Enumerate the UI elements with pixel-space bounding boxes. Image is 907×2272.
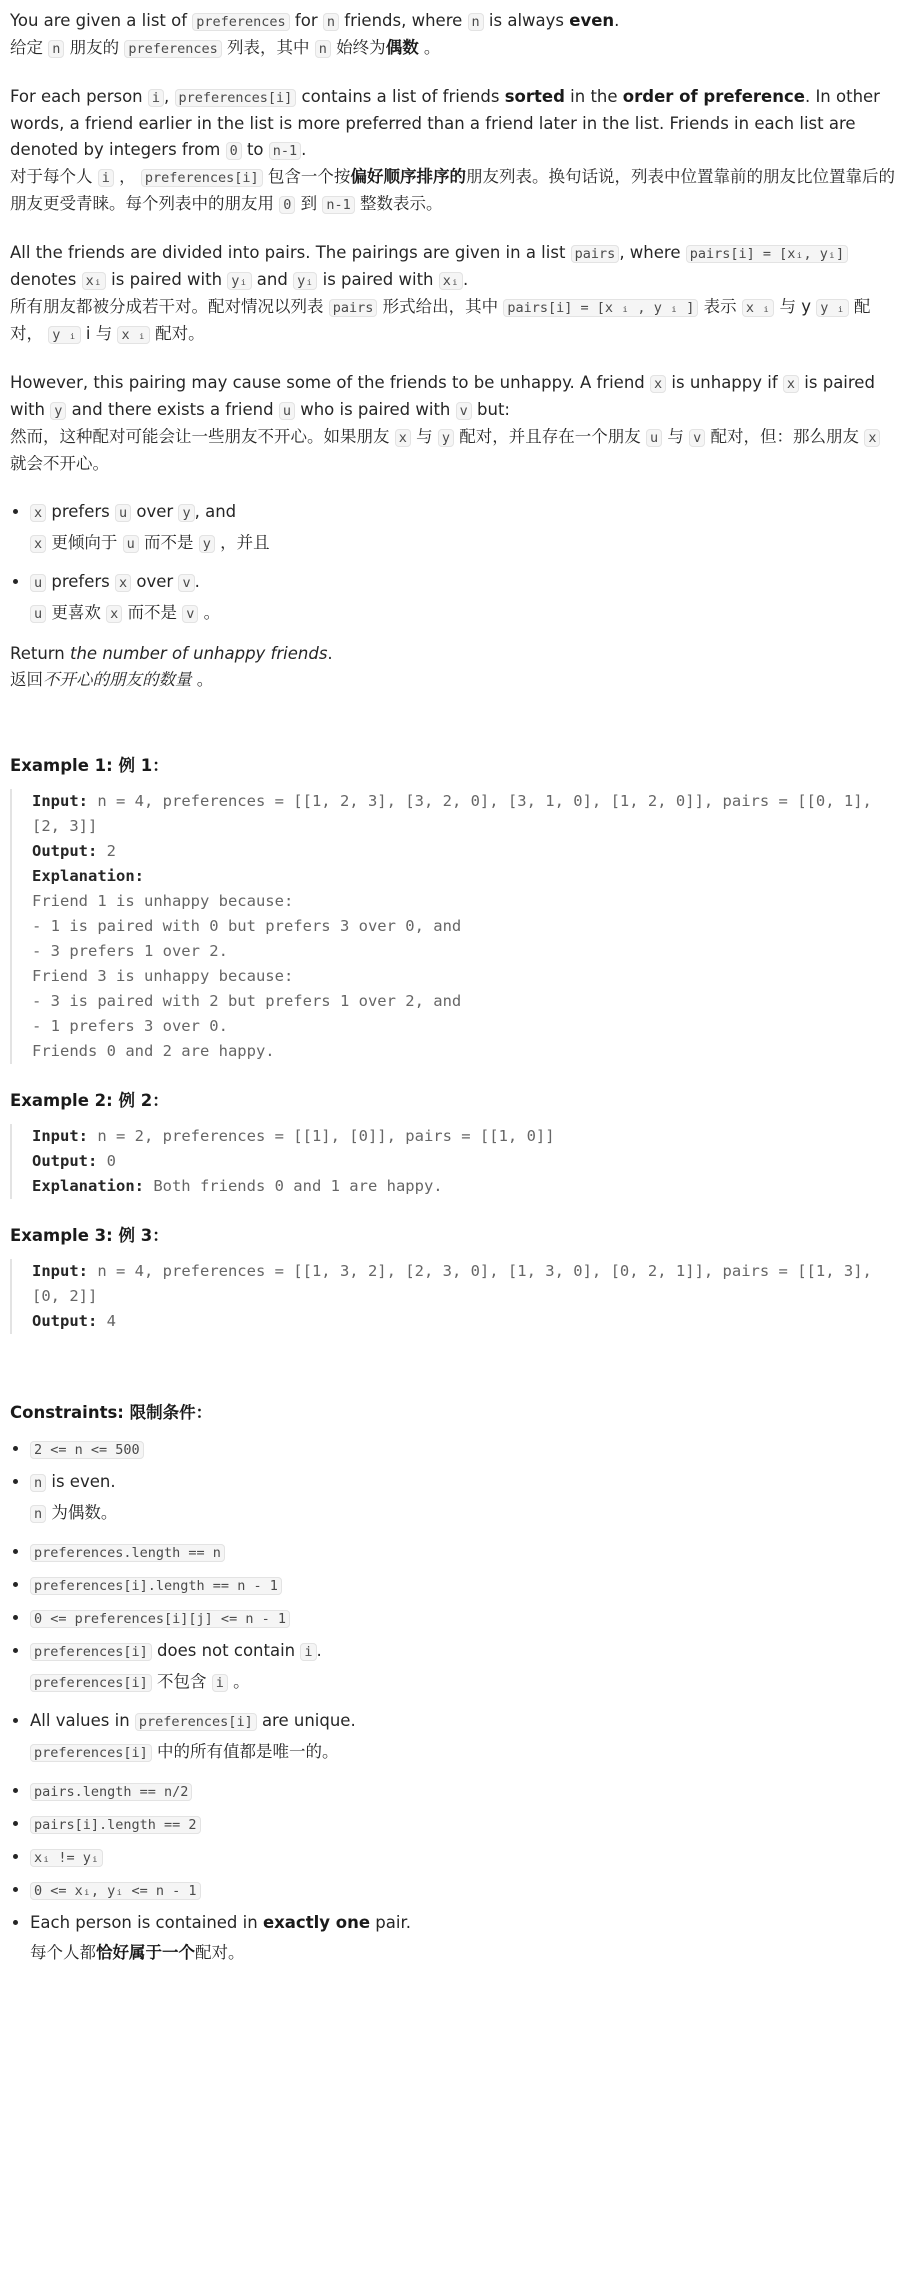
list-item: • xᵢ != yᵢ [30, 1844, 897, 1871]
bold-order-cn: 偏好顺序排序的 [350, 167, 466, 186]
pairs-en: All the friends are divided into pairs. The pairings are given in a list pairs , where pairs[i] = [xᵢ, yᵢ] denotes xᵢ is paired with yᵢ and yᵢ is paired with xᵢ . [10, 240, 897, 294]
list-item: • 0 <= xᵢ, yᵢ <= n - 1 [30, 1877, 897, 1904]
code-n: n [315, 40, 331, 58]
intro-en: You are given a list of preferences for n friends, where n is always even. [10, 11, 620, 30]
example-3-block: Input: n = 4, preferences = [[1, 3, 2], [2, 3, 0], [1, 3, 0], [0, 2, 1]], pairs = [[1, 3], [0, 2]] Output: 4 [10, 1259, 897, 1334]
code-xi: xᵢ [82, 272, 106, 290]
unhappy-en: However, this pairing may cause some of the friends to be unhappy. A friend x is unhappy if x is paired with y and there exists a friend u who is paired with v but: [10, 373, 875, 419]
constraints-list [10, 1436, 897, 1966]
code-y: y [50, 402, 66, 420]
bold-order: order of preference [622, 87, 805, 106]
preferences-en: For each person i , preferences[i] contains a list of friends sorted in the order of preference. In other words, a friend earlier in the list is more preferred than a friend later in the list. Friends in each list are denoted by integers from 0 to n-1 . [10, 87, 880, 159]
list-item: • preferences.length == n [30, 1539, 897, 1566]
list-item: • n is even. n 为偶数。 [30, 1469, 897, 1527]
code-i: i [148, 89, 164, 107]
list-item: • x prefers u over y , and x 更倾向于 u 而不是 y ，并且 [30, 499, 897, 557]
code-x: x [864, 429, 880, 447]
list-item: • 0 <= preferences[i][j] <= n - 1 [30, 1605, 897, 1632]
example-1-block: Input: n = 4, preferences = [[1, 2, 3], [3, 2, 0], [3, 1, 0], [1, 2, 0]], pairs = [[0, 1], [2, 3]] Output: 2 Explanation: Friend 1 is unhappy because: - 1 is paired with 0 but prefers 3 over 0, and - 3 prefers 1 over 2. Friend 3 is unhappy because: - 3 is paired with 2 but prefers 1 over 2, and - 1 prefers 3 over 0. Friends 0 and 2 are happy. [10, 789, 897, 1064]
list-item: • preferences[i].length == n - 1 [30, 1572, 897, 1599]
list-item: • pairs.length == n/2 [30, 1778, 897, 1805]
list-item: • All values in preferences[i] are unique. preferences[i] 中的所有值都是唯一的。 [30, 1708, 897, 1766]
code-preferences-i: preferences[i] [175, 89, 297, 107]
list-item: • Each person is contained in exactly one pair. 每个人都恰好属于一个配对。 [30, 1910, 897, 1966]
code-x: x [650, 375, 666, 393]
list-item: • pairs[i].length == 2 [30, 1811, 897, 1838]
unhappy-cn: 然而，这种配对可能会让一些朋友不开心。如果朋友 x 与 y 配对，并且存在一个朋友 u 与 v 配对，但：那么朋友 x 就会不开心。 [10, 424, 897, 477]
example-3-title: Example 3: 例 3： [10, 1226, 169, 1245]
bold-even-cn: 偶数 [385, 38, 419, 57]
code-n-minus-1: n-1 [269, 142, 301, 160]
list-item: • 2 <= n <= 500 [30, 1436, 897, 1463]
code-x: x [783, 375, 799, 393]
example-1-title: Example 1: 例 1： [10, 756, 169, 775]
code-i: i [98, 169, 114, 187]
code-v: v [456, 402, 472, 420]
code-preferences: preferences [192, 13, 289, 31]
code-yi: yᵢ [293, 272, 317, 290]
pairs-cn: 所有朋友都被分成若干对。配对情况以列表 pairs 形式给出，其中 pairs[i] = [x ᵢ , y ᵢ ] 表示 x ᵢ 与 y y ᵢ 配对， y ᵢ i 与 x ᵢ 配对。 [10, 297, 871, 343]
example-2-block: Input: n = 2, preferences = [[1], [0]], pairs = [[1, 0]] Output: 0 Explanation: Both friends 0 and 1 are happy. [10, 1124, 897, 1199]
return-cn: 返回不开心的朋友的数量 。 [10, 670, 214, 689]
code-xi: x ᵢ [742, 299, 774, 317]
code-pairs: pairs [329, 299, 378, 317]
code-u: u [646, 429, 662, 447]
code-preferences-i: preferences[i] [141, 169, 263, 187]
code-y: y [438, 429, 454, 447]
return-en: Return the number of unhappy friends. [10, 644, 333, 663]
preferences-cn: 对于每个人 i ， preferences[i] 包含一个按偏好顺序排序的朋友列表。换句话说，列表中位置靠前的朋友比位置靠后的朋友更受青睐。每个列表中的朋友用 0 到 n-1 整数表示。 [10, 167, 895, 213]
bold-sorted: sorted [504, 87, 565, 106]
code-n-minus-1: n-1 [322, 196, 354, 214]
code-x: x [395, 429, 411, 447]
code-pairs-i: pairs[i] = [x ᵢ , y ᵢ ] [503, 299, 698, 317]
code-zero: 0 [226, 142, 242, 160]
code-xi: x ᵢ [117, 326, 149, 344]
code-pairs: pairs [571, 245, 620, 263]
code-xi: xᵢ [439, 272, 463, 290]
list-item: • preferences[i] does not contain i . preferences[i] 不包含 i 。 [30, 1638, 897, 1696]
code-n: n [468, 13, 484, 31]
code-preferences: preferences [124, 40, 221, 58]
code-zero: 0 [279, 196, 295, 214]
code-n: n [48, 40, 64, 58]
code-n: n [323, 13, 339, 31]
code-pairs-i: pairs[i] = [xᵢ, yᵢ] [686, 245, 848, 263]
code-u: u [279, 402, 295, 420]
code-v: v [689, 429, 705, 447]
intro-cn: 给定 n 朋友的 preferences 列表，其中 n 始终为偶数 。 [10, 38, 441, 57]
code-yi: y ᵢ [816, 299, 848, 317]
bold-even: even [569, 11, 615, 30]
code-yi: yᵢ [227, 272, 251, 290]
constraints-title: Constraints: 限制条件： [10, 1403, 213, 1422]
list-item: • u prefers x over v . u 更喜欢 x 而不是 v 。 [30, 569, 897, 627]
example-2-title: Example 2: 例 2： [10, 1091, 169, 1110]
code-yi: y ᵢ [48, 326, 80, 344]
condition-list [10, 499, 897, 627]
